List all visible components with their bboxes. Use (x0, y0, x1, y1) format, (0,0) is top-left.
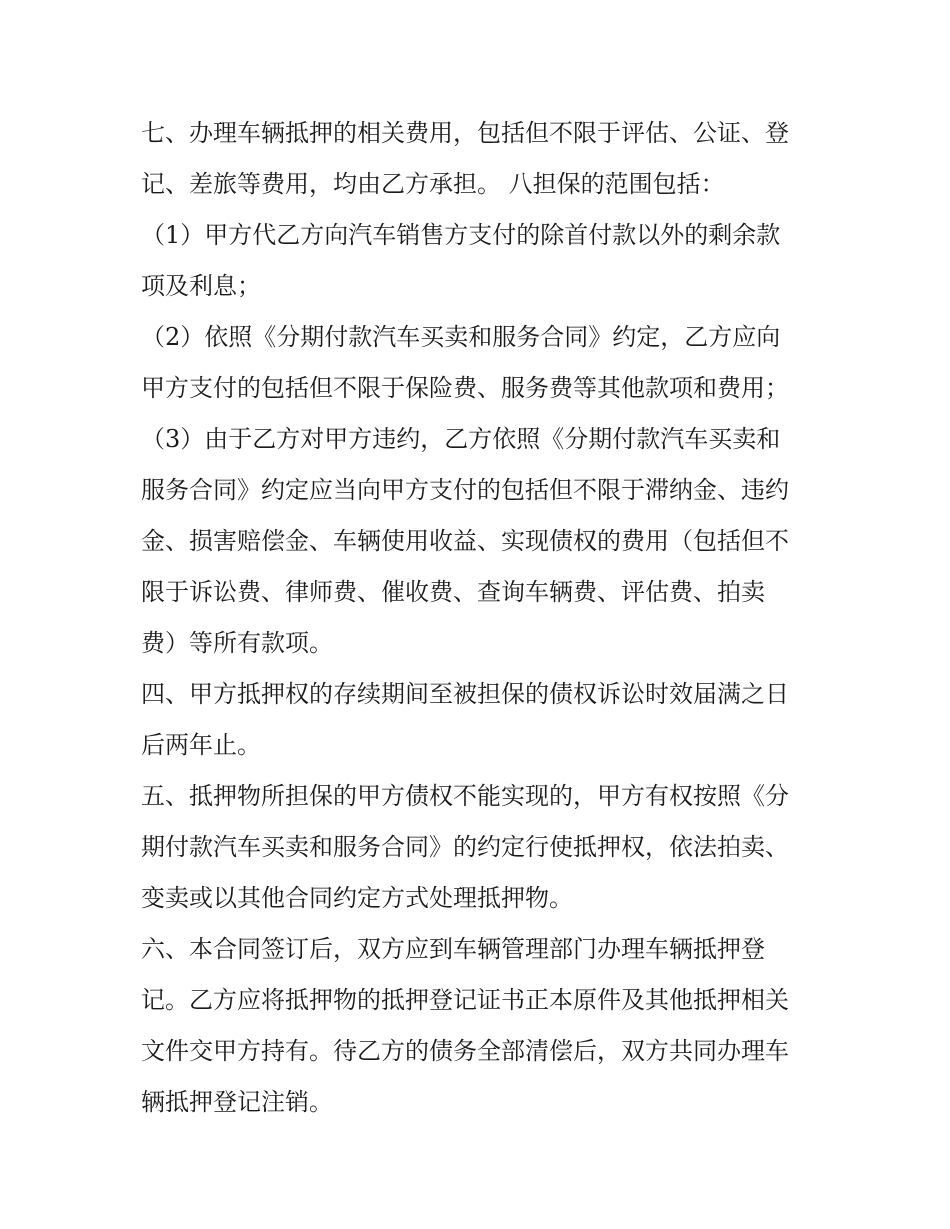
text-line: 变卖或以其他合同约定方式处理抵押物。 (141, 884, 573, 912)
list-item-2 (141, 312, 821, 414)
text-line: 记。乙方应将抵押物的抵押登记证书正本原件及其他抵押相关 (141, 986, 789, 1014)
list-item-3 (141, 414, 821, 669)
text-line: （3）由于乙方对甲方违约，乙方依照《分期付款汽车买卖和 (141, 425, 781, 453)
text-line: 限于诉讼费、律师费、催收费、查询车辆费、评估费、拍卖 (141, 578, 765, 606)
text-line: 四、甲方抵押权的存续期间至被担保的债权诉讼时效届满之日 (141, 680, 789, 708)
text-line: 六、本合同签订后，双方应到车辆管理部门办理车辆抵押登 (141, 935, 765, 963)
text-line: 项及利息； (141, 272, 261, 300)
text-line: 甲方支付的包括但不限于保险费、服务费等其他款项和费用； (141, 374, 789, 402)
text-line: 五、抵押物所担保的甲方债权不能实现的，甲方有权按照《分 (141, 782, 789, 810)
text-line: 金、损害赔偿金、车辆使用收益、实现债权的费用（包括但不 (141, 527, 789, 555)
paragraph-seven-fees (141, 108, 821, 210)
text-line: （1）甲方代乙方向汽车销售方支付的除首付款以外的剩余款 (141, 221, 781, 249)
text-line: 服务合同》约定应当向甲方支付的包括但不限于滞纳金、违约 (141, 476, 789, 504)
text-line: 文件交甲方持有。待乙方的债务全部清偿后，双方共同办理车 (141, 1037, 789, 1065)
text-line: 期付款汽车买卖和服务合同》的约定行使抵押权，依法拍卖、 (141, 833, 789, 861)
text-line: 记、差旅等费用，均由乙方承担。 八担保的范围包括： (141, 170, 725, 198)
document-body (141, 108, 821, 1128)
text-line: （2）依照《分期付款汽车买卖和服务合同》约定，乙方应向 (141, 323, 781, 351)
list-item-1 (141, 210, 821, 312)
text-line: 七、办理车辆抵押的相关费用，包括但不限于评估、公证、登 (141, 119, 789, 147)
text-line: 辆抵押登记注销。 (141, 1088, 333, 1116)
text-line: 后两年止。 (141, 731, 261, 759)
paragraph-five-enforcement (141, 771, 821, 924)
paragraph-six-registration (141, 924, 821, 1128)
paragraph-four-duration (141, 669, 821, 771)
text-line: 费）等所有款项。 (141, 629, 333, 657)
